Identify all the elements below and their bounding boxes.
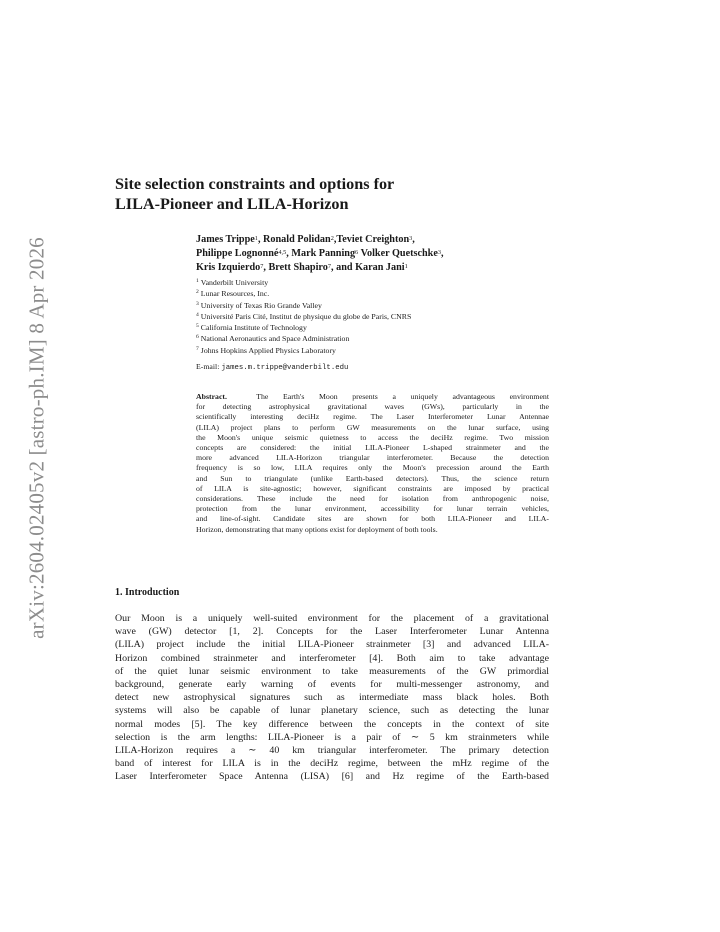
abstract-line: and Sun to triangulate (unlike Earth-based detectors). Thus, the science return xyxy=(196,473,549,483)
affiliation-item xyxy=(196,288,556,299)
author-name: Ronald Polidan xyxy=(263,234,331,245)
author-separator: , xyxy=(441,248,444,260)
author-affiliation-mark: 2 xyxy=(330,235,334,242)
affiliation-number: 3 xyxy=(196,300,199,307)
author-name: Mark Panning xyxy=(291,248,356,260)
affiliation-list xyxy=(196,277,556,356)
abstract-line xyxy=(196,392,549,402)
author-separator: , xyxy=(263,262,269,274)
author-affiliation-mark: 3 xyxy=(409,235,413,242)
abstract-line: concepts are considered: the initial LILA-Pioneer L-shaped strainmeter and the xyxy=(196,443,549,453)
email-address-link[interactable]: james.m.trippe@vanderbilt.edu xyxy=(221,364,349,372)
affiliation-number: 7 xyxy=(196,345,199,352)
section-heading-introduction: 1. Introduction xyxy=(115,587,180,598)
introduction-paragraph xyxy=(115,612,549,784)
author-affiliation-mark: 4,5 xyxy=(278,249,287,257)
author-line xyxy=(196,261,546,275)
author-name: Kris Izquierdo xyxy=(196,262,261,274)
affiliation-text: National Aeronautics and Space Administration xyxy=(200,334,350,344)
author-line xyxy=(196,247,546,261)
abstract-line: for detecting astrophysical gravitational waves (GWs), particularly in the xyxy=(196,402,549,412)
affiliation-number: 1 xyxy=(196,278,199,284)
author-affiliation-mark: 3 xyxy=(437,249,441,257)
author-name: Brett Shapiro xyxy=(268,262,328,274)
paper-title xyxy=(115,174,535,214)
author-affiliation-mark: 6 xyxy=(355,249,359,257)
paragraph-line: detect new astrophysical signatures such as intermediate mass black holes. Both xyxy=(115,692,549,704)
abstract-text: The Earth's Moon presents a uniquely advantageous environment xyxy=(256,392,549,401)
affiliation-text: Université Paris Cité, Institut de physique du globe de Paris, CNRS xyxy=(200,311,412,321)
arxiv-identifier-text: arXiv:2604.02405v2 [astro-ph.IM] 8 Apr 2026 xyxy=(24,237,49,639)
paragraph-line: LILA-Horizon requires a ∼ 40 km triangular interferometer. The primary detection xyxy=(115,745,549,757)
abstract-line: considerations. These include the need for isolation from anthropogenic noise, xyxy=(196,494,549,504)
affiliation-text: Johns Hopkins Applied Physics Laboratory xyxy=(200,345,336,355)
abstract-line: protection from the lunar environment, accessibility for lunar terrain vehicles, xyxy=(196,504,549,514)
abstract-line: scientifically interesting deciHz regime. The Laser Interferometer Lunar Antennae xyxy=(196,412,549,422)
paragraph-line: systems will also be capable of lunar planetary science, such as detecting the lunar xyxy=(115,705,549,717)
affiliation-text: University of Texas Rio Grande Valley xyxy=(200,300,322,310)
author-name: Philippe Lognonné xyxy=(196,248,279,260)
author-affiliation-mark: 7 xyxy=(327,263,331,271)
abstract-line: Horizon, demonstrating that many options exist for deployment of both tools. xyxy=(196,524,438,534)
affiliation-item xyxy=(196,333,556,344)
author-line xyxy=(196,233,546,247)
author-name: Volker Quetschke xyxy=(360,248,438,260)
author-name: Teviet Creighton xyxy=(336,234,410,245)
paragraph-line: selection is the arm lengths: LILA-Pioneer is a pair of ∼ 5 km strainmeters while xyxy=(115,731,549,743)
paragraph-line: Our Moon is a uniquely well-suited environment for the placement of a gravitational xyxy=(115,613,549,624)
author-affiliation-mark: 1 xyxy=(404,263,408,271)
arxiv-identifier-stamp xyxy=(20,238,54,638)
paragraph-line: of the quiet lunar seismic environment to take measurements of the GW primordial xyxy=(115,665,549,677)
affiliation-number: 6 xyxy=(196,334,199,341)
email-label: E-mail: xyxy=(196,362,222,371)
paragraph-line: (LILA) project include the initial LILA-Pioneer strainmeter [3] and advanced LILA- xyxy=(115,639,549,651)
affiliation-text: California Institute of Technology xyxy=(200,323,307,333)
contact-email xyxy=(196,362,348,372)
author-list xyxy=(196,233,546,276)
author-separator: , and xyxy=(331,262,356,274)
paragraph-line: background, generate early warning of events for multi-messenger astronomy, and xyxy=(115,679,549,691)
abstract-line: frequency is so low, LILA requires only the Moon's precession around the Earth xyxy=(196,463,549,473)
abstract-line: (LILA) project plans to perform GW measurements on the lunar surface, using xyxy=(196,422,549,432)
author-affiliation-mark: 1 xyxy=(254,235,258,242)
affiliation-number: 4 xyxy=(196,311,199,318)
affiliation-text: Vanderbilt University xyxy=(200,278,269,287)
author-separator: , xyxy=(257,234,264,245)
paragraph-line: wave (GW) detector [1, 2]. Concepts for the Laser Interferometer Lunar Antenna xyxy=(115,626,549,638)
paragraph-line: Laser Interferometer Space Antenna (LISA) [6] and Hz regime of the Earth-based xyxy=(115,771,549,783)
author-separator: , xyxy=(333,234,337,245)
affiliation-text: Lunar Resources, Inc. xyxy=(200,289,270,299)
abstract-block xyxy=(196,392,549,535)
abstract-line: of LILA is site-agnostic; however, significant constraints are imposed by practical xyxy=(196,483,549,493)
title-line: LILA-Pioneer and LILA-Horizon xyxy=(115,195,349,213)
abstract-label: Abstract. xyxy=(196,392,227,401)
author-separator: , xyxy=(286,248,292,260)
abstract-line: and line-of-sight. Candidate sites are shown for both LILA-Pioneer and LILA- xyxy=(196,514,549,524)
affiliation-number: 2 xyxy=(196,289,199,296)
affiliation-item xyxy=(196,300,556,311)
author-name: James Trippe xyxy=(196,234,255,245)
affiliation-item xyxy=(196,322,556,333)
author-affiliation-mark: 7 xyxy=(260,263,264,271)
paragraph-line: normal modes [5]. The key difference between the concepts in the context of site xyxy=(115,718,549,730)
author-separator: , xyxy=(412,234,415,245)
paragraph-line: Horizon combined strainmeter and interferometer [4]. Both aim to take advantage xyxy=(115,652,549,664)
paragraph-line: band of interest for LILA is in the deciHz regime, between the mHz regime of the xyxy=(115,758,549,770)
affiliation-item xyxy=(196,277,556,288)
affiliation-item xyxy=(196,311,556,322)
abstract-line: more advanced LILA-Horizon triangular interferometer. Because the detection xyxy=(196,453,549,463)
title-line: Site selection constraints and options for xyxy=(115,175,395,193)
affiliation-item xyxy=(196,345,556,356)
abstract-line: the Moon's unique seismic quietness to access the deciHz regime. Two mission xyxy=(196,432,549,442)
affiliation-number: 5 xyxy=(196,323,199,330)
author-name: Karan Jani xyxy=(355,262,405,274)
